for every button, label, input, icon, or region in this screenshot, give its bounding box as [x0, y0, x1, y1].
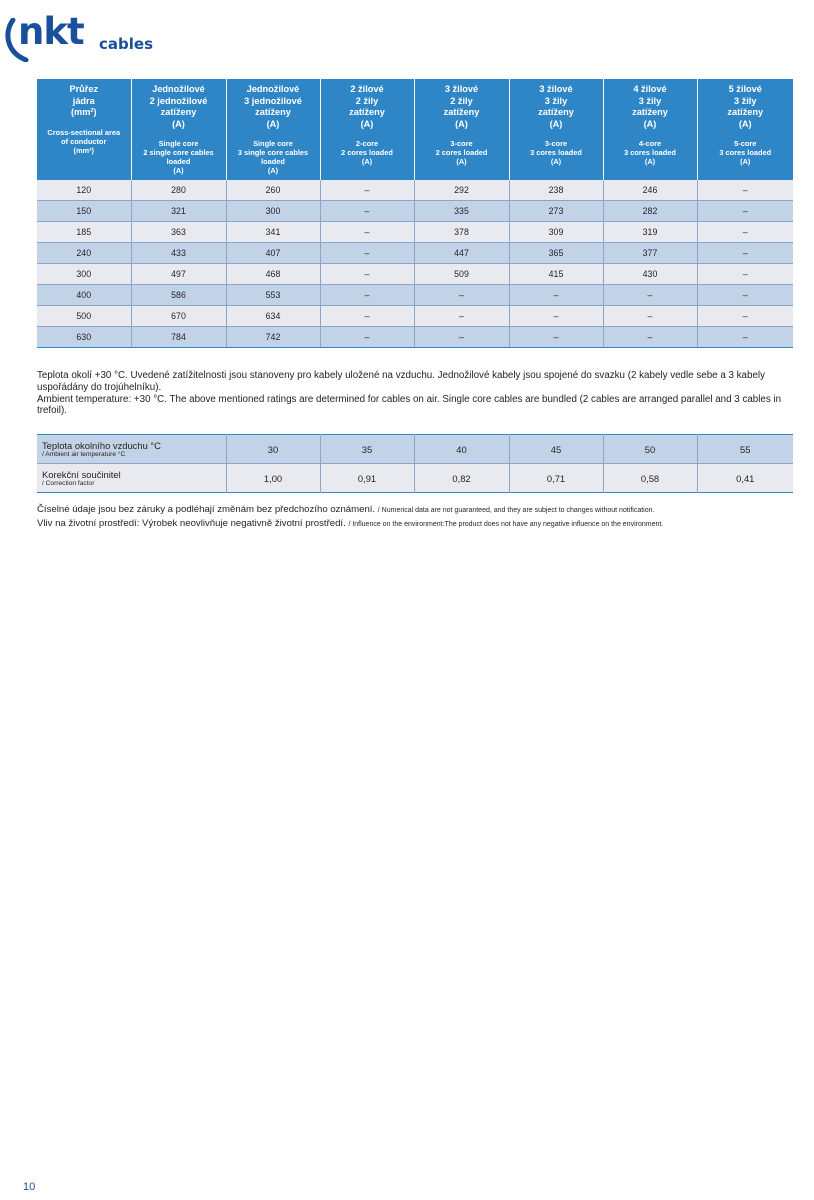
- table-cell: 363: [131, 222, 226, 243]
- table-cell: 273: [509, 201, 603, 222]
- header-cross-section: Průřez jádra (mm²) Cross-sectional area of conductor (mm²): [37, 79, 131, 180]
- table-cell: –: [320, 306, 414, 327]
- disclaimer-line-1: Číselné údaje jsou bez záruky a podléhají změnám bez předchozího oznámení. / Numerical data are not guaranteed, and they are subject to changes without notification.: [37, 504, 655, 515]
- note-cz: Teplota okolí +30 °C. Uvedené zatížitelnosti jsou stanoveny pro kabely uložené na vzduchu. Jednožilové kabely jsou spojené do svazku (2 kabely vedle sebe a 3 kabely uspořádány do trojúhelníku).: [37, 370, 765, 393]
- table-cell: 246: [603, 180, 697, 201]
- table-cell: 238: [509, 180, 603, 201]
- table-cell: 150: [37, 201, 131, 222]
- table-cell: –: [509, 285, 603, 306]
- temperature-cell: 35: [320, 435, 414, 464]
- table-cell: –: [697, 243, 793, 264]
- table-cell: 185: [37, 222, 131, 243]
- table-cell: –: [414, 285, 509, 306]
- table-cell: 280: [131, 180, 226, 201]
- table-cell: 377: [603, 243, 697, 264]
- page-number: 10: [23, 1181, 36, 1193]
- temperature-cell: 45: [509, 435, 603, 464]
- table-row: [37, 285, 793, 306]
- table-cell: 120: [37, 180, 131, 201]
- table-cell: 407: [226, 243, 320, 264]
- table-cell: 430: [603, 264, 697, 285]
- table-row: [37, 264, 793, 285]
- table-cell: –: [603, 327, 697, 348]
- table-cell: –: [697, 180, 793, 201]
- table-cell: 319: [603, 222, 697, 243]
- table-row: [37, 222, 793, 243]
- correction-factor-table: [37, 434, 793, 493]
- correction-factor-cell: 0,91: [320, 464, 414, 493]
- table-cell: 468: [226, 264, 320, 285]
- correction-factor-cell: 0,41: [697, 464, 793, 493]
- table-cell: 378: [414, 222, 509, 243]
- correction-factor-cell: 0,71: [509, 464, 603, 493]
- table-cell: 433: [131, 243, 226, 264]
- logo-word: nkt: [18, 10, 84, 53]
- table-cell: 497: [131, 264, 226, 285]
- table-cell: 321: [131, 201, 226, 222]
- table-cell: –: [603, 285, 697, 306]
- table-cell: –: [414, 306, 509, 327]
- table-cell: 415: [509, 264, 603, 285]
- header-3-core-3-loaded: 3 žilové 3 žily zatíženy (A) 3-core 3 cores loaded (A): [509, 79, 603, 180]
- table-cell: –: [697, 327, 793, 348]
- table-cell: 260: [226, 180, 320, 201]
- table-cell: 630: [37, 327, 131, 348]
- nkt-cables-logo: [4, 8, 164, 64]
- table-cell: 300: [226, 201, 320, 222]
- table-cell: 341: [226, 222, 320, 243]
- temperature-label: Teplota okolního vzduchu °C / Ambient air temperature °C: [37, 435, 226, 464]
- table-cell: 634: [226, 306, 320, 327]
- table-cell: –: [697, 285, 793, 306]
- temperature-cell: 50: [603, 435, 697, 464]
- table-cell: 335: [414, 201, 509, 222]
- header-5-core: 5 žilové 3 žily zatíženy (A) 5-core 3 cores loaded (A): [697, 79, 793, 180]
- temperature-cell: 55: [697, 435, 793, 464]
- header-4-core: 4 žilové 3 žily zatíženy (A) 4-core 3 cores loaded (A): [603, 79, 697, 180]
- table-cell: –: [509, 327, 603, 348]
- correction-factor-label: Korekční součinitel / Correction factor: [37, 464, 226, 493]
- table-cell: –: [697, 201, 793, 222]
- header-single-core-2: Jednožilové 2 jednožilové zatíženy (A) Single core 2 single core cables loaded (A): [131, 79, 226, 180]
- table-cell: –: [414, 327, 509, 348]
- table-cell: 509: [414, 264, 509, 285]
- table-cell: –: [320, 285, 414, 306]
- table-cell: 500: [37, 306, 131, 327]
- table-cell: –: [509, 306, 603, 327]
- temperature-row: [37, 435, 793, 464]
- table-cell: –: [320, 180, 414, 201]
- table-row: [37, 306, 793, 327]
- table-cell: 670: [131, 306, 226, 327]
- temperature-cell: 30: [226, 435, 320, 464]
- table-cell: –: [320, 264, 414, 285]
- logo-suffix: cables: [99, 35, 153, 53]
- correction-factor-cell: 0,82: [414, 464, 509, 493]
- header-3-core-2-loaded: 3 žilové 2 žily zatíženy (A) 3-core 2 cores loaded (A): [414, 79, 509, 180]
- table-cell: 553: [226, 285, 320, 306]
- table-row: [37, 243, 793, 264]
- table-cell: –: [603, 306, 697, 327]
- header-2-core: 2 žilové 2 žily zatíženy (A) 2-core 2 cores loaded (A): [320, 79, 414, 180]
- temperature-cell: 40: [414, 435, 509, 464]
- correction-factor-cell: 0,58: [603, 464, 697, 493]
- table-cell: 586: [131, 285, 226, 306]
- table-cell: 309: [509, 222, 603, 243]
- table-cell: 300: [37, 264, 131, 285]
- table-cell: 742: [226, 327, 320, 348]
- table-cell: 447: [414, 243, 509, 264]
- disclaimer-line-2: Vliv na životní prostředí: Výrobek neovlivňuje negativně životní prostředí. / Influence on the environment:The product does not have any negative influence on the environment.: [37, 518, 664, 529]
- ambient-note: [37, 370, 793, 417]
- table-cell: –: [320, 201, 414, 222]
- table-cell: –: [320, 327, 414, 348]
- header-single-core-3: Jednožilové 3 jednožilové zatíženy (A) Single core 3 single core cables loaded (A): [226, 79, 320, 180]
- note-en: Ambient temperature: +30 °C. The above mentioned ratings are determined for cables on air. Single core cables are bundled (2 cables are arranged parallel and 3 cables in trefoil).: [37, 393, 782, 417]
- table-cell: 240: [37, 243, 131, 264]
- table-cell: 365: [509, 243, 603, 264]
- disclaimer: [37, 503, 807, 531]
- table-row: [37, 327, 793, 348]
- table-cell: –: [320, 243, 414, 264]
- current-ratings-table: [37, 79, 793, 348]
- correction-factor-row: [37, 464, 793, 493]
- table-cell: 400: [37, 285, 131, 306]
- table-cell: –: [697, 264, 793, 285]
- table-cell: 784: [131, 327, 226, 348]
- table-cell: –: [697, 222, 793, 243]
- table-header-row: [37, 79, 793, 180]
- table-cell: 292: [414, 180, 509, 201]
- table-cell: –: [320, 222, 414, 243]
- correction-factor-cell: 1,00: [226, 464, 320, 493]
- table-row: [37, 180, 793, 201]
- table-cell: 282: [603, 201, 697, 222]
- table-cell: –: [697, 306, 793, 327]
- table-row: [37, 201, 793, 222]
